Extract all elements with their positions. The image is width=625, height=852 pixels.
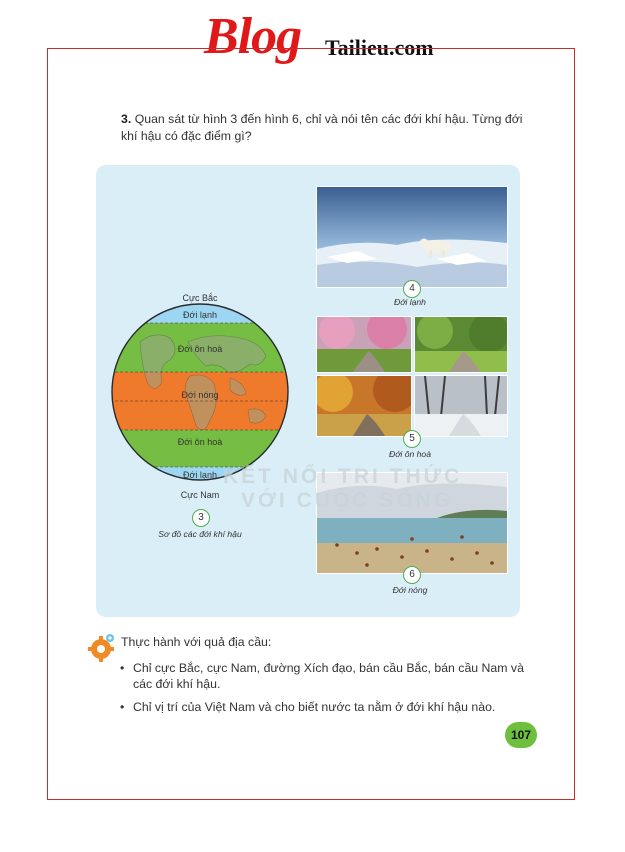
gear-icon — [88, 632, 118, 662]
watermark-line-1: KẾT NỐI TRI THỨC — [223, 465, 463, 488]
zone-label-temperate-north: Đới ôn hoà — [177, 344, 223, 354]
figure-3-number: 3 — [192, 509, 210, 527]
photo-spring — [316, 316, 412, 373]
zone-label-temperate-south: Đới ôn hoà — [177, 437, 223, 447]
practice-title: Thực hành với quả địa cầu: — [121, 635, 272, 649]
bullet-dot: • — [120, 700, 125, 714]
figure-6-number: 6 — [403, 566, 421, 584]
question-3 — [121, 111, 531, 145]
figure-4-number: 4 — [403, 280, 421, 298]
figure-6-caption: Đới nóng — [392, 585, 428, 595]
figure-5-number: 5 — [403, 430, 421, 448]
figure-3-caption: Sơ đồ các đới khí hậu — [158, 529, 242, 539]
figure-4-caption: Đới lạnh — [394, 297, 426, 307]
logo-site-text: Tailieu.com — [325, 35, 434, 60]
practice-item-text: Chỉ cực Bắc, cực Nam, đường Xích đạo, bán cầu Bắc, bán cầu Nam và các đới khí hậu. — [133, 661, 524, 691]
south-pole-label: Cực Nam — [180, 490, 220, 500]
photo-summer — [414, 316, 508, 373]
zone-label-cold-south: Đới lạnh — [183, 470, 217, 480]
photo-autumn — [316, 375, 412, 437]
photo-polar-bear — [316, 186, 508, 288]
zone-label-hot: Đới nóng — [181, 390, 219, 400]
question-number: 3. — [121, 112, 132, 126]
photo-winter — [414, 375, 508, 437]
temperate-zone-south — [110, 430, 290, 467]
bullet-dot: • — [120, 661, 125, 675]
watermark-line-2: VỚI CUỘC SỐNG — [241, 489, 454, 512]
north-pole-label: Cực Bắc — [182, 293, 218, 303]
zone-label-cold-north: Đới lạnh — [183, 310, 217, 320]
question-text: Quan sát từ hình 3 đến hình 6, chỉ và nói tên các đới khí hậu. Từng đới khí hậu có đặc điểm gì? — [121, 112, 523, 143]
practice-item-text: Chỉ vị trí của Việt Nam và cho biết nước ta nằm ở đới khí hậu nào. — [133, 700, 496, 714]
figure-5-caption: Đới ôn hoà — [389, 449, 431, 459]
logo-blog-text: Blog — [204, 8, 302, 65]
publisher-watermark — [223, 465, 462, 513]
page-number: 107 — [505, 722, 537, 748]
